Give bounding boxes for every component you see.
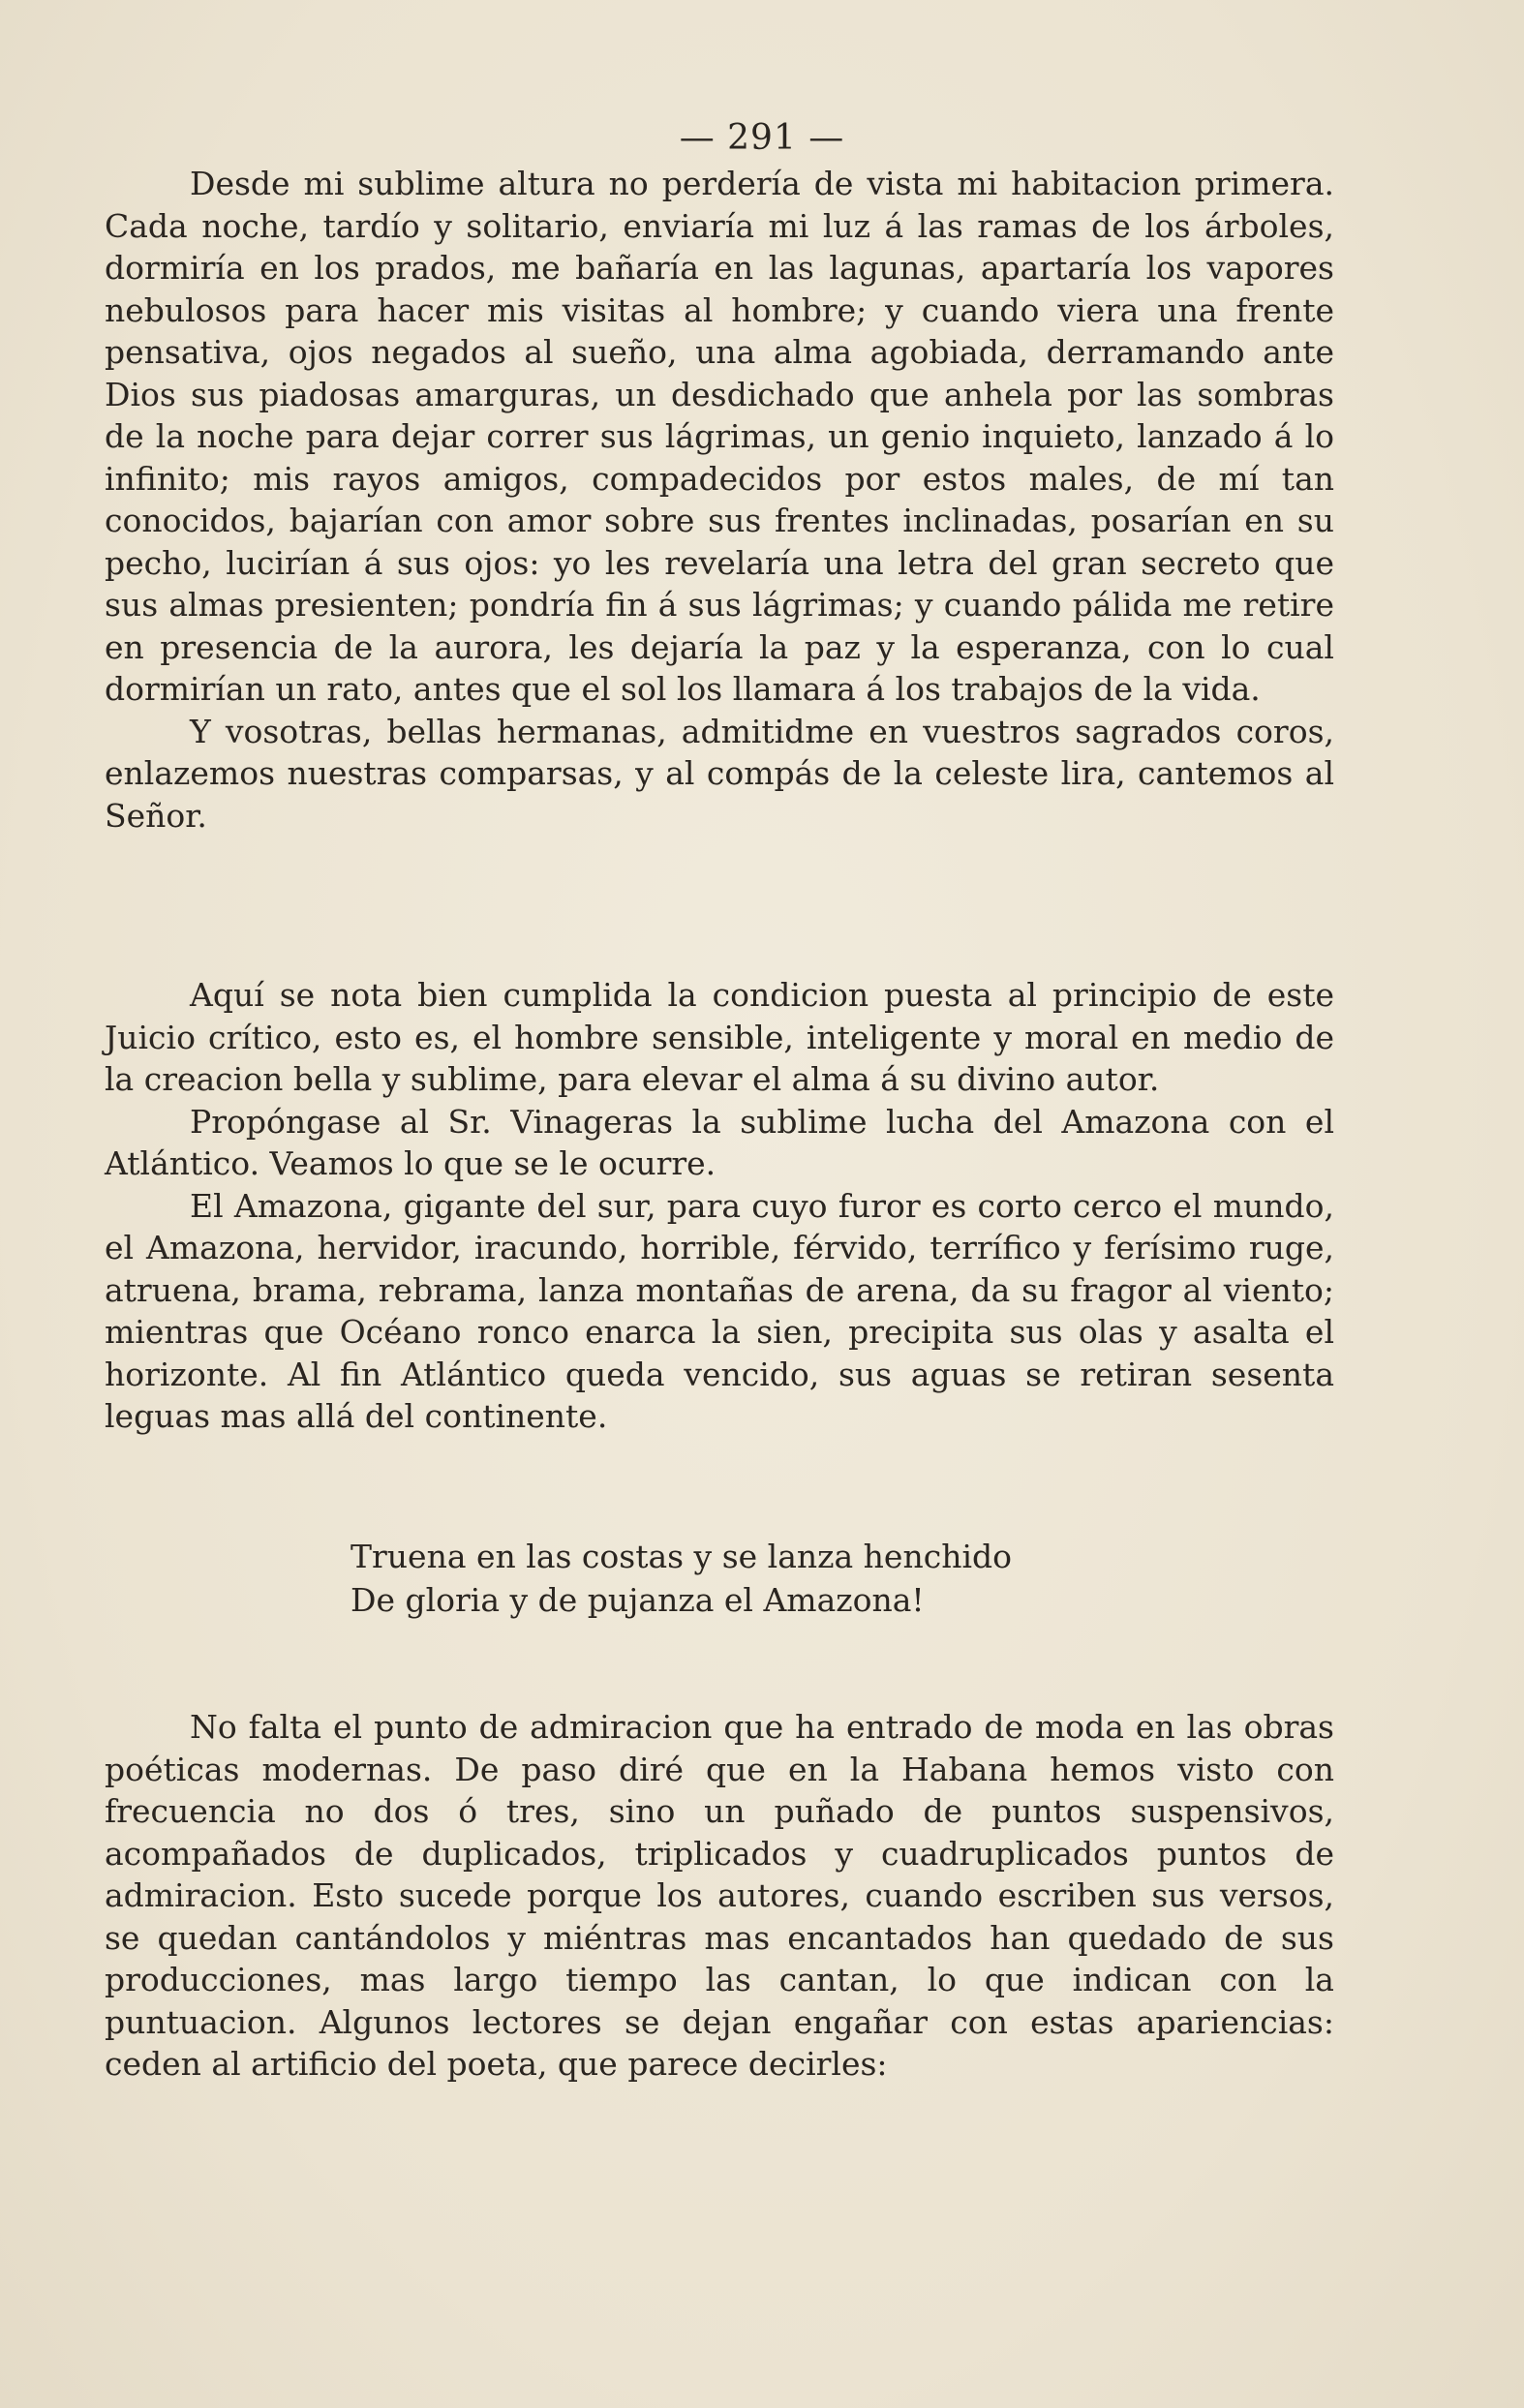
verse-line: De gloria y de pujanza el Amazona! (351, 1581, 925, 1619)
text-section-middle (105, 974, 1334, 1438)
paragraph: No falta el punto de admiracion que ha entrado de moda en las obras poéticas modernas. De paso diré que en la Habana hemos visto con frecuencia no dos ó tres, sino un puñado de puntos suspensivos, acompañados de duplicados, triplicados y cuadruplicados puntos de admiracion. Esto sucede porque los autores, cuando escriben sus versos, se quedan cantándolos y miéntras mas encantados han quedado de sus producciones, mas largo tiempo las cantan, lo que indican con la puntuacion. Algunos lectores se dejan engañar con estas apariencias: ceden al artificio del poeta, que parece decirles: (105, 1708, 1334, 2083)
text-section-top (105, 163, 1334, 837)
verse-quote (351, 1535, 1012, 1622)
paragraph: Propóngase al Sr. Vinageras la sublime lucha del Amazona con el Atlántico. Veamos lo que se le ocurre. (105, 1102, 1334, 1182)
verse-line: Truena en las costas y se lanza henchido (351, 1538, 1012, 1575)
paragraph: Y vosotras, bellas hermanas, admitidme en vuestros sagrados coros, enlazemos nuestras comparsas, y al compás de la celeste lira, cantemos al Señor. (105, 712, 1334, 835)
text-section-bottom (105, 1706, 1334, 2086)
paragraph: El Amazona, gigante del sur, para cuyo furor es corto cerco el mundo, el Amazona, hervidor, iracundo, horrible, férvido, terrífico y ferísimo ruge, atruena, brama, rebrama, lanza montañas de arena, da su fragor al viento; mientras que Océano ronco enarca la sien, precipita sus olas y asalta el horizonte. Al fin Atlántico queda vencido, sus aguas se retiran sesenta leguas mas allá del continente. (105, 1186, 1334, 1435)
paragraph: Aquí se nota bien cumplida la condicion puesta al principio de este Juicio crítico, esto es, el hombre sensible, inteligente y moral en medio de la creacion bella y sublime, para elevar el alma á su divino autor. (105, 976, 1334, 1098)
paragraph: Desde mi sublime altura no perdería de vista mi habitacion primera. Cada noche, tardío y solitario, enviaría mi luz á las ramas de los árboles, dormiría en los prados, me bañaría en las lagunas, apartaría los vapores nebulosos para hacer mis visitas al hombre; y cuando viera una frente pensativa, ojos negados al sueño, una alma agobiada, derramando ante Dios sus piadosas amarguras, un desdichado que anhela por las sombras de la noche para dejar correr sus lágrimas, un genio inquieto, lanzado á lo infinito; mis rayos amigos, compadecidos por estos males, de mí tan conocidos, bajarían con amor sobre sus frentes inclinadas, posarían en su pecho, lucirían á sus ojos: yo les revelaría una letra del gran secreto que sus almas presienten; pondría fin á sus lágrimas; y cuando pálida me retire en presencia de la aurora, les dejaría la paz y la esperanza, con lo cual dormirían un rato, antes que el sol los llamara á los trabajos de la vida. (105, 165, 1334, 708)
page-number: — 291 — (679, 118, 845, 158)
